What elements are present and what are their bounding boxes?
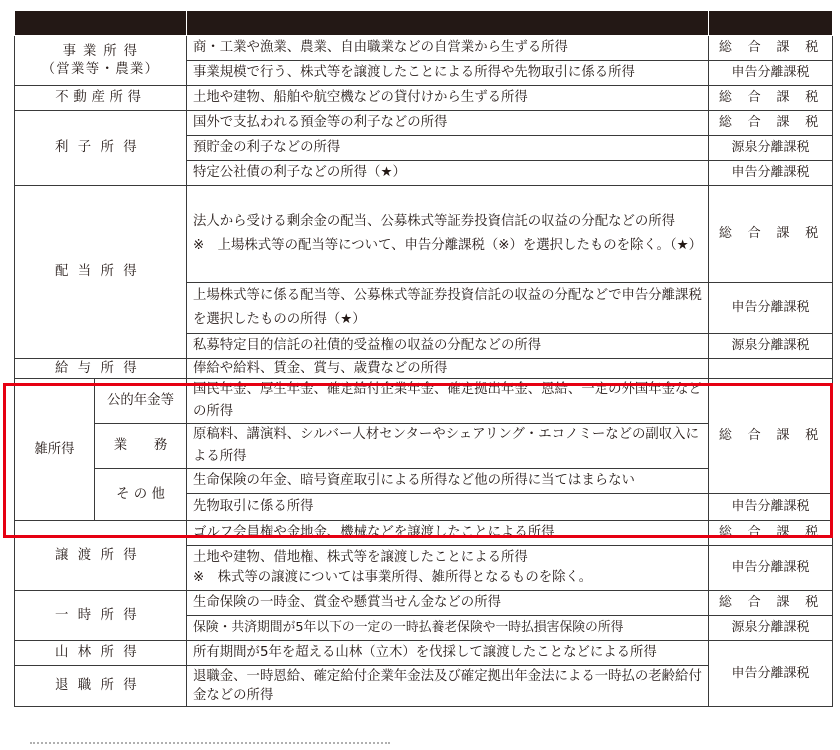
retirement-desc: 退職金、一時恩給、確定給付企業年金法及び確定拠出年金法による一時払の老齢給付金などの所得 bbox=[187, 666, 709, 707]
dividend-desc-2: 上場株式等に係る配当等、公募株式等証券投資信託の収益の分配などで申告分離課税を選択したものの所得（★） bbox=[187, 283, 709, 334]
business-income-name bbox=[15, 36, 187, 86]
forest-income-name: 山林所得 bbox=[15, 641, 187, 666]
transfer-desc-1: ゴルフ会員権や金地金、機械などを譲渡したことによる所得 bbox=[187, 521, 709, 546]
business-income-name-line1: 事 業 所 得 bbox=[62, 43, 139, 59]
table-header-row bbox=[15, 11, 833, 36]
transfer-desc-2-text: 土地や建物、借地権、株式等を譲渡したことによる所得 bbox=[193, 550, 528, 565]
transfer-note-2: ※ 株式等の譲渡については事業所得、雑所得となるものを除く。 bbox=[193, 570, 593, 585]
dividend-income-name: 配当所得 bbox=[15, 186, 187, 359]
realestate-tax: 総 合 課 税 bbox=[709, 86, 833, 111]
dividend-desc-1-text: 法人から受ける剰余金の配当、公募株式等証券投資信託の収益の分配などの所得 bbox=[193, 214, 676, 229]
dividend-desc-3: 私募特定目的信託の社債的受益権の収益の分配などの所得 bbox=[187, 334, 709, 359]
misc-income-name: 雑所得 bbox=[15, 379, 95, 521]
table-row-transfer-1 bbox=[15, 521, 833, 546]
misc-desc-3: 生命保険の年金、暗号資産取引による所得など他の所得に当てはまらない bbox=[187, 469, 709, 494]
dividend-desc-1 bbox=[187, 186, 709, 283]
retirement-forest-tax: 申告分離課税 bbox=[709, 641, 833, 707]
interest-tax-1: 総 合 課 税 bbox=[709, 111, 833, 136]
temporary-desc-1: 生命保険の一時金、賞金や懸賞当せん金などの所得 bbox=[187, 591, 709, 616]
dividend-tax-2: 申告分離課税 bbox=[709, 283, 833, 334]
forest-desc: 所有期間が5年を超える山林（立木）を伐採して譲渡したことなどによる所得 bbox=[187, 641, 709, 666]
transfer-desc-2 bbox=[187, 546, 709, 591]
table-row-business-1 bbox=[15, 36, 833, 61]
income-tax-table bbox=[14, 10, 833, 707]
transfer-tax-1: 総 合 課 税 bbox=[709, 521, 833, 546]
interest-desc-2: 預貯金の利子などの所得 bbox=[187, 136, 709, 161]
realestate-desc: 土地や建物、船舶や航空機などの貸付けから生ずる所得 bbox=[187, 86, 709, 111]
table-row-misc-1 bbox=[15, 379, 833, 424]
table-row-realestate bbox=[15, 86, 833, 111]
misc-desc-4: 先物取引に係る所得 bbox=[187, 494, 709, 521]
temporary-tax-1: 総 合 課 税 bbox=[709, 591, 833, 616]
footer-dotted-line bbox=[30, 742, 390, 750]
transfer-tax-2: 申告分離課税 bbox=[709, 546, 833, 591]
business-tax-1: 総 合 課 税 bbox=[709, 36, 833, 61]
business-tax-2: 申告分離課税 bbox=[709, 61, 833, 86]
dividend-tax-1: 総 合 課 税 bbox=[709, 186, 833, 283]
salary-income-name: 給与所得 bbox=[15, 359, 187, 379]
dividend-tax-3: 源泉分離課税 bbox=[709, 334, 833, 359]
table-row-interest-1 bbox=[15, 111, 833, 136]
temporary-income-name: 一時所得 bbox=[15, 591, 187, 641]
misc-tax-general: 総 合 課 税 bbox=[709, 379, 833, 494]
misc-sub-business: 業 務 bbox=[95, 424, 187, 469]
table-row-salary bbox=[15, 359, 833, 379]
retirement-income-name: 退職所得 bbox=[15, 666, 187, 707]
realestate-income-name: 不動産所得 bbox=[15, 86, 187, 111]
misc-tax-4: 申告分離課税 bbox=[709, 494, 833, 521]
misc-sub-other: そ の 他 bbox=[95, 469, 187, 521]
business-income-name-line2: （営業等・農業） bbox=[41, 61, 160, 77]
salary-desc: 俸給や給料、賃金、賞与、歳費などの所得 bbox=[187, 359, 709, 379]
interest-desc-3: 特定公社債の利子などの所得（★） bbox=[187, 161, 709, 186]
table-row-temporary-1 bbox=[15, 591, 833, 616]
business-desc-1: 商・工業や漁業、農業、自由職業などの自営業から生ずる所得 bbox=[187, 36, 709, 61]
misc-sub-pension: 公的年金等 bbox=[95, 379, 187, 424]
misc-desc-2: 原稿料、講演料、シルバー人材センターやシェアリング・エコノミーなどの副収入による所得 bbox=[187, 424, 709, 469]
temporary-desc-2: 保険・共済期間が5年以下の一定の一時払養老保険や一時払損害保険の所得 bbox=[187, 616, 709, 641]
temporary-tax-2: 源泉分離課税 bbox=[709, 616, 833, 641]
table-row-forest bbox=[15, 641, 833, 666]
dividend-note-1: ※ 上場株式等の配当等について、申告分離課税（※）を選択したものを除く。（★） bbox=[193, 238, 702, 253]
interest-desc-1: 国外で支払われる預金等の利子などの所得 bbox=[187, 111, 709, 136]
business-desc-2: 事業規模で行う、株式等を譲渡したことによる所得や先物取引に係る所得 bbox=[187, 61, 709, 86]
interest-tax-3: 申告分離課税 bbox=[709, 161, 833, 186]
transfer-income-name: 譲渡所得 bbox=[15, 521, 187, 591]
salary-tax-empty bbox=[709, 359, 833, 379]
interest-income-name: 利子所得 bbox=[15, 111, 187, 186]
header-cell-description bbox=[187, 11, 709, 36]
header-cell-category bbox=[15, 11, 187, 36]
misc-desc-1: 国民年金、厚生年金、確定給付企業年金、確定拠出年金、恩給、一定の外国年金などの所得 bbox=[187, 379, 709, 424]
interest-tax-2: 源泉分離課税 bbox=[709, 136, 833, 161]
header-cell-taxation bbox=[709, 11, 833, 36]
table-row-dividend-1 bbox=[15, 186, 833, 283]
